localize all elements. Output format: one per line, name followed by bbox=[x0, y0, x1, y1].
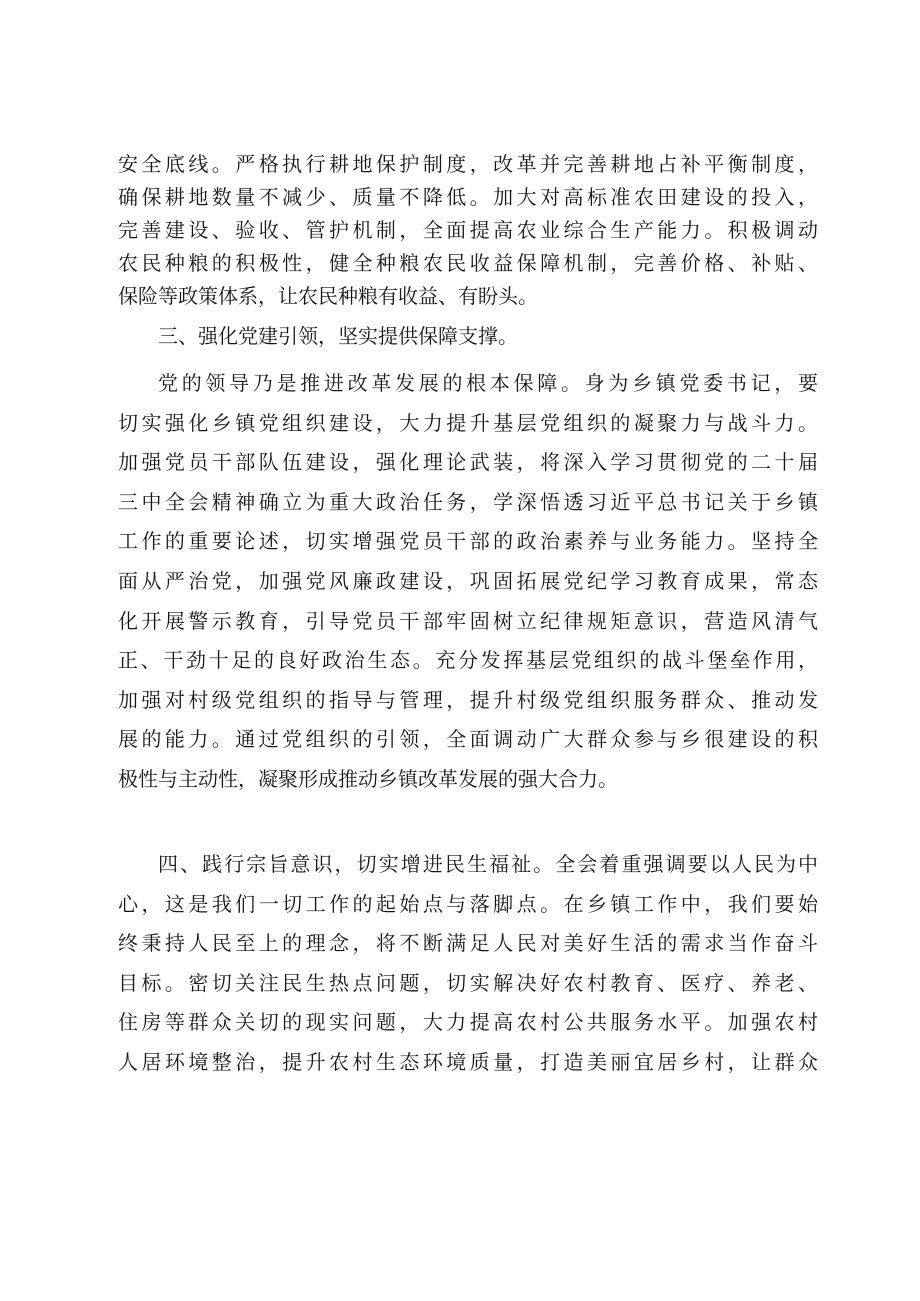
paragraph-line: 加强党员干部队伍建设，强化理论武装，将深入学习贯彻党的二十届 bbox=[118, 450, 818, 475]
paragraph-first-line bbox=[118, 845, 818, 885]
paragraph-line: 完善建设、验收、管护机制，全面提高农业综合生产能力。积极调动 bbox=[118, 218, 818, 242]
paragraph-party-building bbox=[118, 364, 818, 800]
paragraph-line: 终秉持人民至上的理念，将不断满足人民对美好生活的需求当作奋斗 bbox=[118, 931, 818, 956]
paragraph-line: 展的能力。通过党组织的引领，全面调动广大群众参与乡很建设的积 bbox=[118, 727, 818, 752]
paragraph-food-security bbox=[118, 148, 818, 313]
paragraph-line: 保险等政策体系，让农民种粮有收益、有盼头。 bbox=[118, 284, 538, 308]
section-4-first-line-text: 全会着重强调要以人民为中 bbox=[555, 852, 819, 876]
section-4-heading: 四、践行宗旨意识，切实增进民生福祉。 bbox=[158, 852, 556, 876]
paragraph-line: 党的领导乃是推进改革发展的根本保障。身为乡镇党委书记，要 bbox=[158, 371, 818, 395]
section-3-heading: 三、强化党建引领，坚实提供保障支撑。 bbox=[158, 324, 518, 348]
paragraph-line: 农民种粮的积极性，健全种粮农民收益保障机制，完善价格、补贴、 bbox=[118, 251, 818, 275]
paragraph-line: 住房等群众关切的现实问题，大力提高农村公共服务水平。加强农村 bbox=[118, 1010, 818, 1035]
paragraph-line: 目标。密切关注民生热点问题，切实解决好农村教育、医疗、养老、 bbox=[118, 970, 818, 995]
paragraph-line: 加强对村级党组织的指导与管理，提升村级党组织服务群众、推动发 bbox=[118, 687, 818, 712]
paragraph-line: 确保耕地数量不减少、质量不降低。加大对高标准农田建设的投入， bbox=[118, 185, 818, 209]
paragraph-line: 面从严治党，加强党风廉政建设，巩固拓展党纪学习教育成果，常态 bbox=[118, 568, 818, 593]
paragraph-line: 极性与主动性，凝聚形成推动乡镇改革发展的强大合力。 bbox=[118, 766, 618, 791]
paragraph-line: 正、干劲十足的良好政治生态。充分发挥基层党组织的战斗堡垒作用， bbox=[118, 648, 818, 673]
section-3-heading-block bbox=[118, 322, 818, 350]
paragraph-line: 化开展警示教育，引导党员干部牢固树立纪律规矩意识，营造风清气 bbox=[118, 608, 818, 633]
paragraph-peoples-wellbeing bbox=[118, 845, 818, 1083]
paragraph-line: 安全底线。严格执行耕地保护制度，改革并完善耕地占补平衡制度， bbox=[118, 152, 818, 176]
paragraph-line: 心，这是我们一切工作的起始点与落脚点。在乡镇工作中，我们要始 bbox=[118, 891, 818, 916]
paragraph-line: 三中全会精神确立为重大政治任务，学深悟透习近平总书记关于乡镇 bbox=[118, 489, 818, 514]
paragraph-line: 人居环境整治，提升农村生态环境质量，打造美丽宜居乡村，让群众 bbox=[118, 1049, 818, 1074]
paragraph-line: 工作的重要论述，切实增强党员干部的政治素养与业务能力。坚持全 bbox=[118, 529, 818, 554]
paragraph-line: 切实强化乡镇党组织建设，大力提升基层党组织的凝聚力与战斗力。 bbox=[118, 410, 818, 435]
